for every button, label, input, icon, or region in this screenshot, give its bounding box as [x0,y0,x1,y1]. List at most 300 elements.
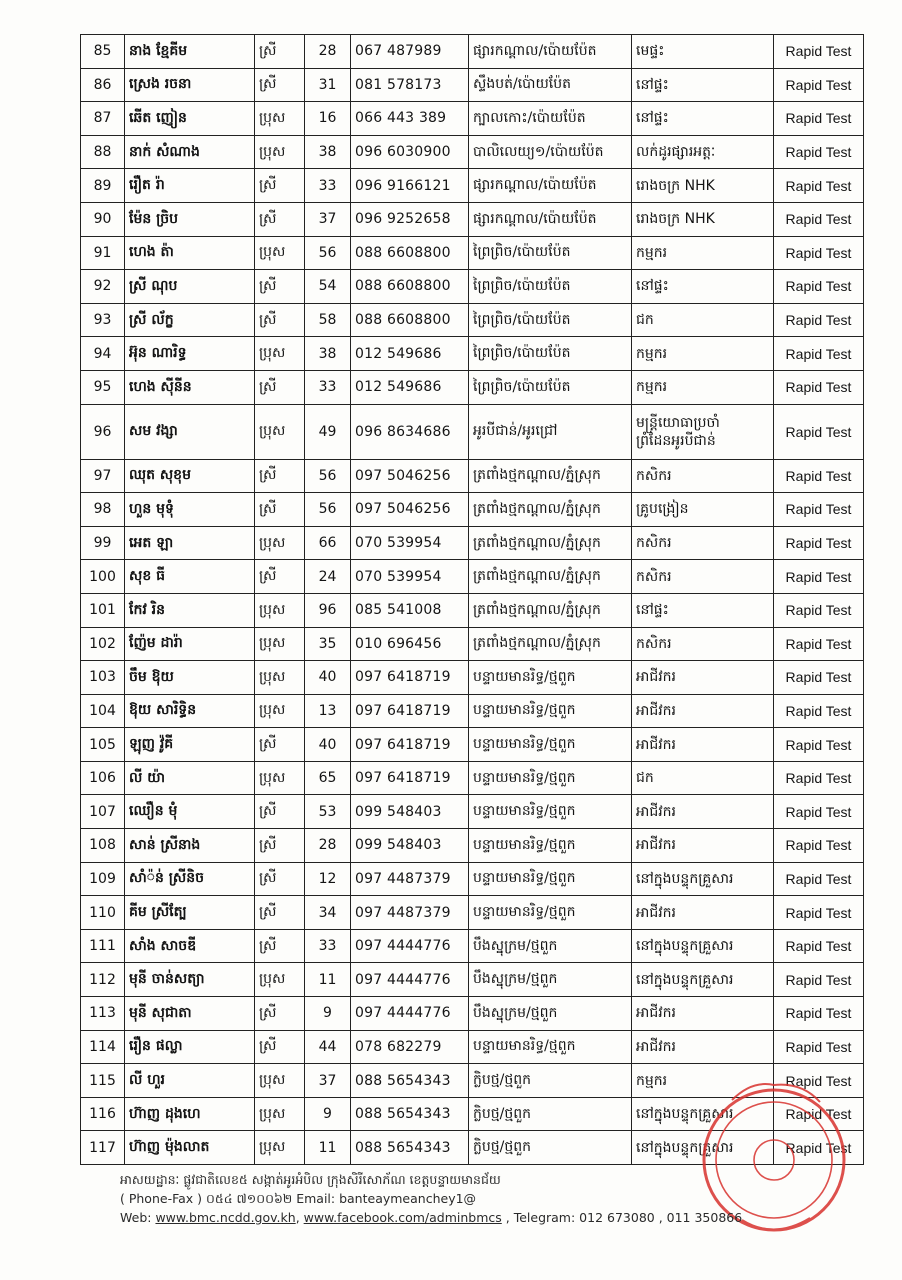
row-number: 88 [81,135,125,169]
test-type: Rapid Test [774,1030,864,1064]
person-address: ត្រពាំងថ្មកណ្តាល/ភ្នំស្រុក [469,526,632,560]
person-address: ផ្សារកណ្តាល/ប៉ោយប៉ែត [469,35,632,69]
person-address: បន្ទាយមានរិទ្ធ/ថ្មពួក [469,829,632,863]
person-name: នាក់ សំណាង [125,135,255,169]
person-sex: ប្រុស [255,661,305,695]
person-address: បន្ទាយមានរិទ្ធ/ថ្មពួក [469,728,632,762]
person-address: ផ្សារកណ្តាល/ប៉ោយប៉ែត [469,169,632,203]
table-row [81,68,864,102]
person-sex: ស្រី [255,202,305,236]
person-age: 38 [305,337,351,371]
row-number: 96 [81,404,125,459]
test-type: Rapid Test [774,459,864,493]
person-name: អ៊ុន ណារិទ្ធ [125,337,255,371]
test-type: Rapid Test [774,202,864,236]
person-address: ត្រពាំងថ្មកណ្តាល/ភ្នំស្រុក [469,493,632,527]
row-number: 114 [81,1030,125,1064]
person-age: 65 [305,761,351,795]
test-type: Rapid Test [774,68,864,102]
row-number: 104 [81,694,125,728]
person-phone: 085 541008 [351,593,469,627]
person-occupation: អាជីវករ [632,997,774,1031]
test-type: Rapid Test [774,593,864,627]
row-number: 107 [81,795,125,829]
person-age: 16 [305,102,351,136]
table-row [81,202,864,236]
person-occupation: លក់ដូរផ្សារអត្តៈ [632,135,774,169]
table-row [81,862,864,896]
footer-web-link[interactable]: www.bmc.ncdd.gov.kh [155,1210,296,1225]
person-age: 38 [305,135,351,169]
person-phone: 097 4444776 [351,963,469,997]
person-phone: 097 4444776 [351,929,469,963]
row-number: 101 [81,593,125,627]
table-row [81,1131,864,1165]
person-sex: ស្រី [255,728,305,762]
person-phone: 096 8634686 [351,404,469,459]
row-number: 91 [81,236,125,270]
test-type: Rapid Test [774,35,864,69]
test-type: Rapid Test [774,862,864,896]
person-age: 34 [305,896,351,930]
person-occupation: ជក [632,761,774,795]
row-number: 106 [81,761,125,795]
person-occupation: នៅក្នុងបន្ទុកគ្រួសារ [632,929,774,963]
person-sex: ប្រុស [255,102,305,136]
person-occupation: កម្មករ [632,236,774,270]
footer-facebook-link[interactable]: www.facebook.com/adminbmcs [303,1210,502,1225]
test-type: Rapid Test [774,1131,864,1165]
row-number: 99 [81,526,125,560]
test-type: Rapid Test [774,102,864,136]
letterhead-footer [120,1170,860,1227]
person-age: 11 [305,963,351,997]
person-phone: 010 696456 [351,627,469,661]
person-name: ចឹម ឱុយ [125,661,255,695]
person-address: បឹងស្នុក្រម/ថ្មពួក [469,963,632,997]
person-address: បន្ទាយមានរិទ្ធ/ថ្មពួក [469,1030,632,1064]
person-sex: ស្រី [255,303,305,337]
person-occupation: អាជីវករ [632,896,774,930]
person-occupation: កសិករ [632,627,774,661]
person-age: 33 [305,169,351,203]
person-address: ត្រពាំងថ្មកណ្តាល/ភ្នំស្រុក [469,593,632,627]
row-number: 95 [81,370,125,404]
person-name: លី យ៉ា [125,761,255,795]
person-occupation: គ្រូបង្រៀន [632,493,774,527]
person-age: 13 [305,694,351,728]
person-sex: ប្រុស [255,337,305,371]
table-row [81,795,864,829]
person-occupation: កសិករ [632,560,774,594]
person-phone: 097 4444776 [351,997,469,1031]
person-address: ក្លិបថ្ម/ថ្មពួក [469,1064,632,1098]
person-address: ផ្សារកណ្តាល/ប៉ោយប៉ែត [469,202,632,236]
person-occupation: អាជីវករ [632,661,774,695]
person-phone: 097 6418719 [351,728,469,762]
row-number: 100 [81,560,125,594]
row-number: 109 [81,862,125,896]
person-name: ឡុញ វ៉ូគី [125,728,255,762]
row-number: 86 [81,68,125,102]
row-number: 87 [81,102,125,136]
person-address: បន្ទាយមានរិទ្ធ/ថ្មពួក [469,896,632,930]
person-phone: 088 6608800 [351,236,469,270]
person-phone: 097 5046256 [351,459,469,493]
person-sex: ប្រុស [255,627,305,661]
person-occupation: នៅផ្ទះ [632,593,774,627]
footer-telegram: , Telegram: 012 673080 , 011 350866 [505,1210,743,1225]
person-address: ព្រៃព្រិច/ប៉ោយប៉ែត [469,236,632,270]
person-phone: 012 549686 [351,337,469,371]
test-type: Rapid Test [774,493,864,527]
person-occupation: អាជីវករ [632,829,774,863]
person-name: ស្រេង រចនា [125,68,255,102]
person-name: ហេង ត៉ា [125,236,255,270]
person-occupation: មន្ត្រីយោធាប្រចាំព្រំដែនអូរបីជាន់ [632,404,774,459]
person-sex: ស្រី [255,560,305,594]
table-row [81,661,864,695]
person-occupation: កសិករ [632,526,774,560]
person-occupation: នៅក្នុងបន្ទុកគ្រួសារ [632,963,774,997]
row-number: 111 [81,929,125,963]
test-type: Rapid Test [774,169,864,203]
row-number: 110 [81,896,125,930]
person-age: 31 [305,68,351,102]
person-address: ត្រពាំងថ្មកណ្តាល/ភ្នំស្រុក [469,627,632,661]
person-name: សម វង្សា [125,404,255,459]
person-occupation: កម្មករ [632,337,774,371]
person-name: មុនី សុជាតា [125,997,255,1031]
person-phone: 067 487989 [351,35,469,69]
person-sex: ស្រី [255,929,305,963]
person-age: 35 [305,627,351,661]
person-phone: 097 6418719 [351,694,469,728]
table-row [81,169,864,203]
person-sex: ស្រី [255,1030,305,1064]
person-phone: 099 548403 [351,795,469,829]
person-phone: 081 578173 [351,68,469,102]
person-phone: 088 6608800 [351,270,469,304]
person-age: 24 [305,560,351,594]
row-number: 90 [81,202,125,236]
person-occupation: នៅក្នុងបន្ទុកគ្រួសារ [632,1131,774,1165]
person-occupation: កម្មករ [632,1064,774,1098]
person-address: បន្ទាយមានរិទ្ធ/ថ្មពួក [469,862,632,896]
person-name: ឱុយ សារិទ្ធិន [125,694,255,728]
person-sex: ប្រុស [255,1097,305,1131]
person-age: 40 [305,661,351,695]
person-phone: 099 548403 [351,829,469,863]
person-name: ឈឿន មុំ [125,795,255,829]
person-age: 56 [305,459,351,493]
table-row [81,493,864,527]
table-row [81,526,864,560]
footer-web-label: Web: [120,1210,152,1225]
person-age: 58 [305,303,351,337]
row-number: 116 [81,1097,125,1131]
person-sex: ស្រី [255,270,305,304]
footer-web-line: Web: www.bmc.ncdd.gov.kh, www.facebook.com/adminbmcs , Telegram: 012 673080 , 011 350866 [120,1210,743,1225]
table-row [81,337,864,371]
person-phone: 066 443 389 [351,102,469,136]
person-phone: 097 4487379 [351,862,469,896]
person-name: ហេង ស៊ីនីន [125,370,255,404]
row-number: 94 [81,337,125,371]
test-type: Rapid Test [774,997,864,1031]
person-age: 12 [305,862,351,896]
person-age: 9 [305,997,351,1031]
test-type: Rapid Test [774,560,864,594]
table-row [81,404,864,459]
person-name: ហួន មុទុំ [125,493,255,527]
person-name: ស្រី ណុប [125,270,255,304]
person-sex: ប្រុស [255,761,305,795]
person-sex: ប្រុស [255,1064,305,1098]
person-age: 28 [305,829,351,863]
person-sex: ប្រុស [255,694,305,728]
test-type: Rapid Test [774,829,864,863]
person-name: ហ៊ាញ ដុងហេ [125,1097,255,1131]
person-occupation: នៅក្នុងបន្ទុកគ្រួសារ [632,862,774,896]
person-age: 56 [305,493,351,527]
person-sex: ស្រី [255,997,305,1031]
table-row [81,593,864,627]
row-number: 85 [81,35,125,69]
person-age: 54 [305,270,351,304]
person-age: 44 [305,1030,351,1064]
person-name: អេត ឡា [125,526,255,560]
row-number: 102 [81,627,125,661]
person-address: អូរបីជាន់/អូរជ្រៅ [469,404,632,459]
person-age: 56 [305,236,351,270]
test-type: Rapid Test [774,761,864,795]
person-sex: ប្រុស [255,963,305,997]
person-address: ព្រៃព្រិច/ប៉ោយប៉ែត [469,270,632,304]
person-age: 28 [305,35,351,69]
person-age: 37 [305,1064,351,1098]
person-occupation: នៅផ្ទះ [632,68,774,102]
table-row [81,560,864,594]
person-phone: 096 6030900 [351,135,469,169]
person-address: ព្រៃព្រិច/ប៉ោយប៉ែត [469,303,632,337]
person-name: សាន់ ស្រីនាង [125,829,255,863]
row-number: 89 [81,169,125,203]
person-age: 11 [305,1131,351,1165]
person-sex: ប្រុស [255,593,305,627]
person-address: ក្លិបថ្ម/ថ្មពួក [469,1097,632,1131]
person-name: គីម ស្រីត្បែ [125,896,255,930]
person-address: បន្ទាយមានរិទ្ធ/ថ្មពួក [469,761,632,795]
person-age: 37 [305,202,351,236]
person-sex: ស្រី [255,370,305,404]
test-type: Rapid Test [774,270,864,304]
person-address: បន្ទាយមានរិទ្ធ/ថ្មពួក [469,795,632,829]
person-name: មុនី ចាន់សត្យា [125,963,255,997]
table-row [81,1030,864,1064]
person-address: ក្បាលកោះ/ប៉ោយប៉ែត [469,102,632,136]
person-phone: 088 5654343 [351,1064,469,1098]
table-row [81,135,864,169]
test-type: Rapid Test [774,135,864,169]
test-type: Rapid Test [774,337,864,371]
test-type: Rapid Test [774,370,864,404]
person-age: 53 [305,795,351,829]
person-sex: ស្រី [255,896,305,930]
row-number: 97 [81,459,125,493]
row-number: 92 [81,270,125,304]
person-name: សុខ ធី [125,560,255,594]
table-row [81,370,864,404]
person-name: ញ៉ែម ដារ៉ា [125,627,255,661]
person-sex: ប្រុស [255,404,305,459]
person-name: រឿន ផល្លា [125,1030,255,1064]
person-sex: ស្រី [255,68,305,102]
test-type: Rapid Test [774,896,864,930]
person-name: ម៉ែន ច្រិប [125,202,255,236]
row-number: 98 [81,493,125,527]
person-sex: ស្រី [255,862,305,896]
person-age: 9 [305,1097,351,1131]
person-sex: ស្រី [255,829,305,863]
row-number: 103 [81,661,125,695]
person-address: ត្រពាំងថ្មកណ្តាល/ភ្នំស្រុក [469,560,632,594]
person-phone: 097 4487379 [351,896,469,930]
person-age: 33 [305,929,351,963]
person-name: កែវ រិន [125,593,255,627]
person-age: 40 [305,728,351,762]
person-phone: 088 5654343 [351,1097,469,1131]
person-age: 66 [305,526,351,560]
person-address: បាលិលេយ្យ១/ប៉ោយប៉ែត [469,135,632,169]
test-type: Rapid Test [774,728,864,762]
person-name: ឈុត សុខុម [125,459,255,493]
person-phone: 078 682279 [351,1030,469,1064]
person-address: ត្រពាំងថ្មកណ្តាល/ភ្នំស្រុក [469,459,632,493]
person-sex: ប្រុស [255,236,305,270]
person-sex: ស្រី [255,169,305,203]
person-phone: 097 5046256 [351,493,469,527]
table-body [81,35,864,1165]
person-sex: ប្រុស [255,135,305,169]
row-number: 117 [81,1131,125,1165]
row-number: 112 [81,963,125,997]
table-row [81,303,864,337]
person-occupation: នៅក្នុងបន្ទុកគ្រួសារ [632,1097,774,1131]
person-phone: 088 5654343 [351,1131,469,1165]
table-row [81,728,864,762]
table-row [81,694,864,728]
person-occupation: កសិករ [632,459,774,493]
test-type: Rapid Test [774,929,864,963]
test-type: Rapid Test [774,795,864,829]
person-address: ព្រៃព្រិច/ប៉ោយប៉ែត [469,337,632,371]
person-name: ស្រី ល័ក្ខ [125,303,255,337]
person-sex: ប្រុស [255,526,305,560]
table-row [81,35,864,69]
person-address: ក្លិបថ្ម/ថ្មពួក [469,1131,632,1165]
person-occupation: អាជីវករ [632,1030,774,1064]
person-occupation: មេផ្ទះ [632,35,774,69]
person-age: 96 [305,593,351,627]
person-address: ស្ទឹងបត់/ប៉ោយប៉ែត [469,68,632,102]
person-phone: 070 539954 [351,526,469,560]
person-name: ឆើត ញៀន [125,102,255,136]
table-row [81,896,864,930]
table-row [81,459,864,493]
person-sex: ប្រុស [255,1131,305,1165]
person-address: បឹងស្នុក្រម/ថ្មពួក [469,997,632,1031]
test-type: Rapid Test [774,303,864,337]
person-name: សាំ៉ន់ ស្រីនិច [125,862,255,896]
person-name: ហ៊ាញ ម៉ុងលាត [125,1131,255,1165]
person-sex: ស្រី [255,493,305,527]
table-row [81,929,864,963]
person-name: នាង ខ្មែគីម [125,35,255,69]
person-occupation: ជក [632,303,774,337]
person-address: បន្ទាយមានរិទ្ធ/ថ្មពួក [469,694,632,728]
person-sex: ស្រី [255,35,305,69]
table-row [81,761,864,795]
test-type: Rapid Test [774,627,864,661]
table-row [81,236,864,270]
person-phone: 096 9166121 [351,169,469,203]
person-phone: 097 6418719 [351,661,469,695]
person-age: 33 [305,370,351,404]
table-row [81,1064,864,1098]
footer-address: អាសយដ្ឋានៈ ផ្លូវជាតិលេខ៥ សង្កាត់អូរអំបិល ក្រុងសិរីសោភ័ណ ខេត្តបន្ទាយមានជ័យ [120,1172,501,1187]
person-name: សាំង សាចឌី [125,929,255,963]
participant-table [80,34,864,1165]
row-number: 115 [81,1064,125,1098]
person-occupation: អាជីវករ [632,795,774,829]
row-number: 105 [81,728,125,762]
person-phone: 070 539954 [351,560,469,594]
table-row [81,1097,864,1131]
test-type: Rapid Test [774,661,864,695]
person-address: ព្រៃព្រិច/ប៉ោយប៉ែត [469,370,632,404]
person-occupation: នៅផ្ទះ [632,102,774,136]
table-row [81,627,864,661]
person-occupation: អាជីវករ [632,694,774,728]
person-name: រឿត រ៉ា [125,169,255,203]
test-type: Rapid Test [774,404,864,459]
person-address: បន្ទាយមានរិទ្ធ/ថ្មពួក [469,661,632,695]
test-type: Rapid Test [774,1064,864,1098]
person-occupation: នៅផ្ទះ [632,270,774,304]
test-type: Rapid Test [774,526,864,560]
table-row [81,102,864,136]
person-occupation: រោងចក្រ NHK [632,169,774,203]
table-row [81,829,864,863]
person-age: 49 [305,404,351,459]
person-name: លី ហួរ [125,1064,255,1098]
test-type: Rapid Test [774,694,864,728]
person-sex: ស្រី [255,795,305,829]
test-type: Rapid Test [774,236,864,270]
person-phone: 097 6418719 [351,761,469,795]
person-phone: 096 9252658 [351,202,469,236]
row-number: 113 [81,997,125,1031]
table-row [81,963,864,997]
person-sex: ស្រី [255,459,305,493]
person-address: បឹងស្នុក្រម/ថ្មពួក [469,929,632,963]
person-phone: 088 6608800 [351,303,469,337]
test-type: Rapid Test [774,1097,864,1131]
person-occupation: អាជីវករ [632,728,774,762]
footer-phone-email: ( Phone-Fax ) ០៥៤ ៧១០០៦២ Email: banteaymeanchey1@ [120,1191,477,1206]
row-number: 108 [81,829,125,863]
